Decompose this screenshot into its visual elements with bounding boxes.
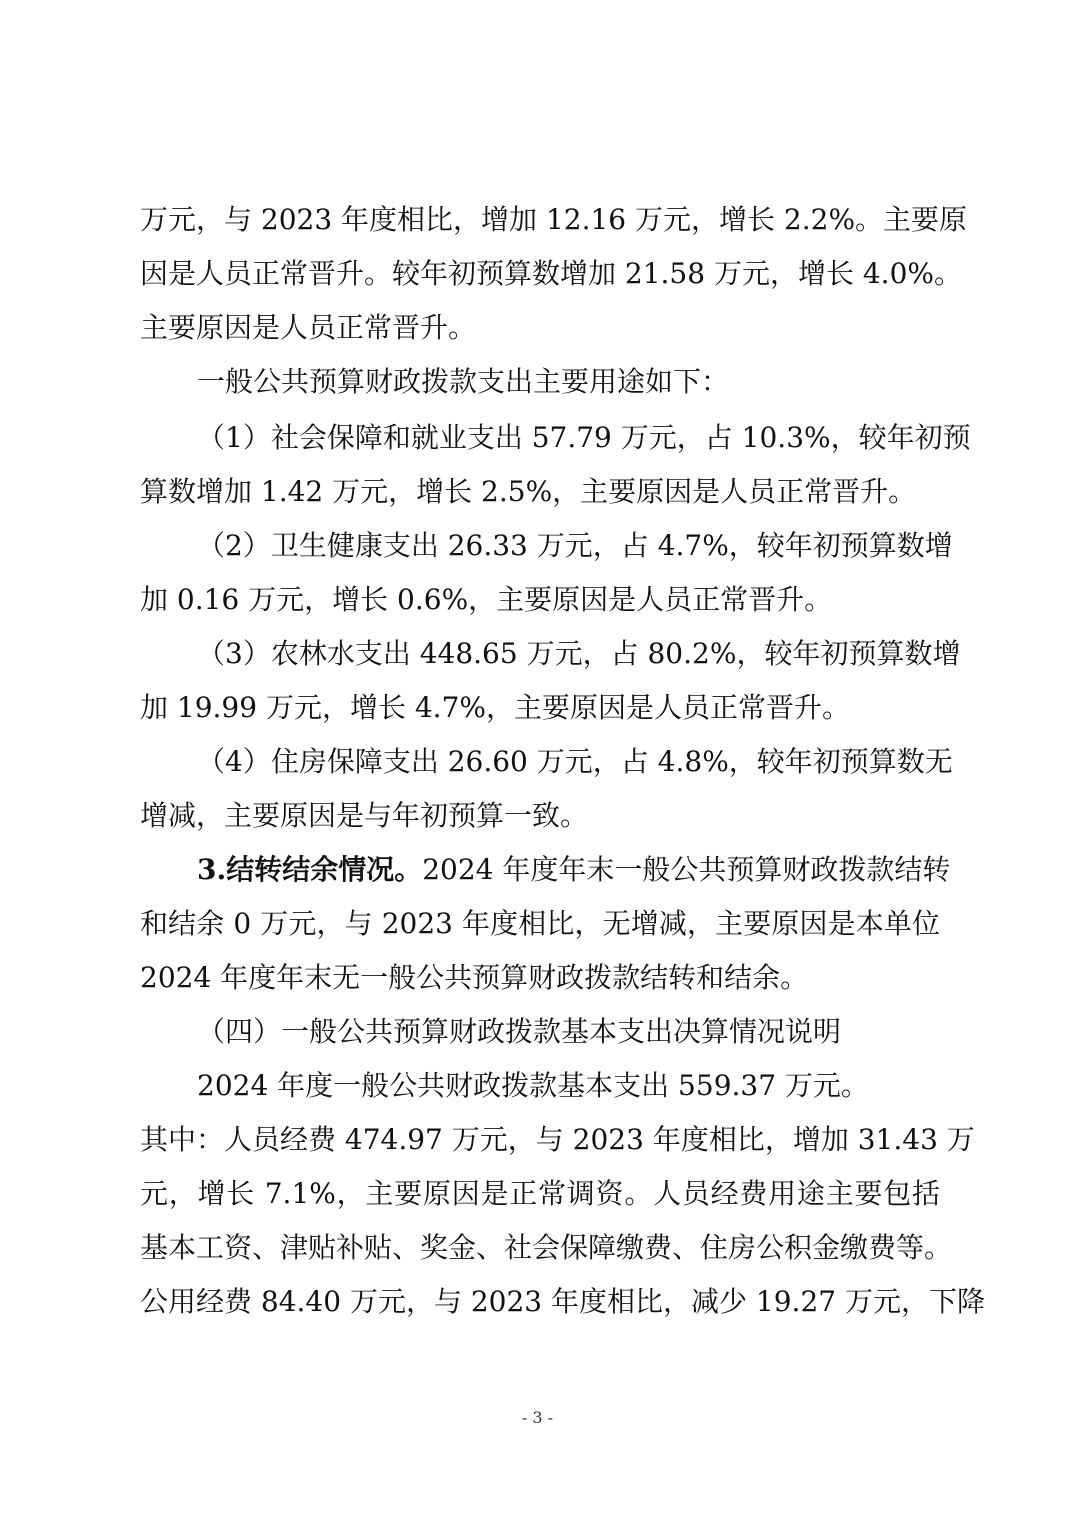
- text-line: （2）卫生健康支出 26.33 万元，占 4.7%，较年初预算数增: [197, 529, 953, 562]
- section-title: （四）一般公共预算财政拨款基本支出决算情况说明: [197, 1015, 842, 1048]
- text-line: 2024 年度一般公共财政拨款基本支出 559.37 万元。: [197, 1069, 869, 1102]
- text-line: 万元，与 2023 年度相比，增加 12.16 万元，增长 2.2%。主要原: [140, 203, 968, 236]
- text-line: 其中：人员经费 474.97 万元，与 2023 年度相比，增加 31.43 万: [140, 1123, 975, 1156]
- text-line: 主要原因是人员正常晋升。: [140, 311, 477, 344]
- text-line: 增减，主要原因是与年初预算一致。: [140, 799, 589, 832]
- text-line: 算数增加 1.42 万元，增长 2.5%，主要原因是人员正常晋升。: [140, 475, 917, 508]
- text-line: （3）农林水支出 448.65 万元，占 80.2%，较年初预算数增: [197, 637, 961, 670]
- text-line: 和结余 0 万元，与 2023 年度相比，无增减，主要原因是本单位: [140, 907, 940, 940]
- page-number: - 3 -: [521, 1408, 554, 1427]
- text-line: 加 0.16 万元，增长 0.6%，主要原因是人员正常晋升。: [140, 583, 833, 616]
- text-line: 2024 年度年末无一般公共预算财政拨款结转和结余。: [140, 961, 809, 994]
- text-line: [197, 850, 951, 890]
- text-line: 因是人员正常晋升。较年初预算数增加 21.58 万元，增长 4.0%。: [140, 257, 962, 290]
- text-line: 加 19.99 万元，增长 4.7%，主要原因是人员正常晋升。: [140, 691, 850, 724]
- section-heading: 3.结转结余情况。: [197, 853, 423, 886]
- text-line: （4）住房保障支出 26.60 万元，占 4.8%，较年初预算数无: [197, 745, 953, 778]
- section-text: 2024 年度年末一般公共预算财政拨款结转: [422, 853, 951, 886]
- text-line: 公用经费 84.40 万元，与 2023 年度相比，减少 19.27 万元，下降: [140, 1285, 985, 1318]
- text-line: 基本工资、津贴补贴、奖金、社会保障缴费、住房公积金缴费等。: [140, 1231, 953, 1264]
- text-line: （1）社会保障和就业支出 57.79 万元，占 10.3%，较年初预: [197, 421, 971, 454]
- text-line: 元，增长 7.1%，主要原因是正常调资。人员经费用途主要包括: [140, 1177, 940, 1210]
- text-line: 一般公共预算财政拨款支出主要用途如下：: [197, 365, 730, 398]
